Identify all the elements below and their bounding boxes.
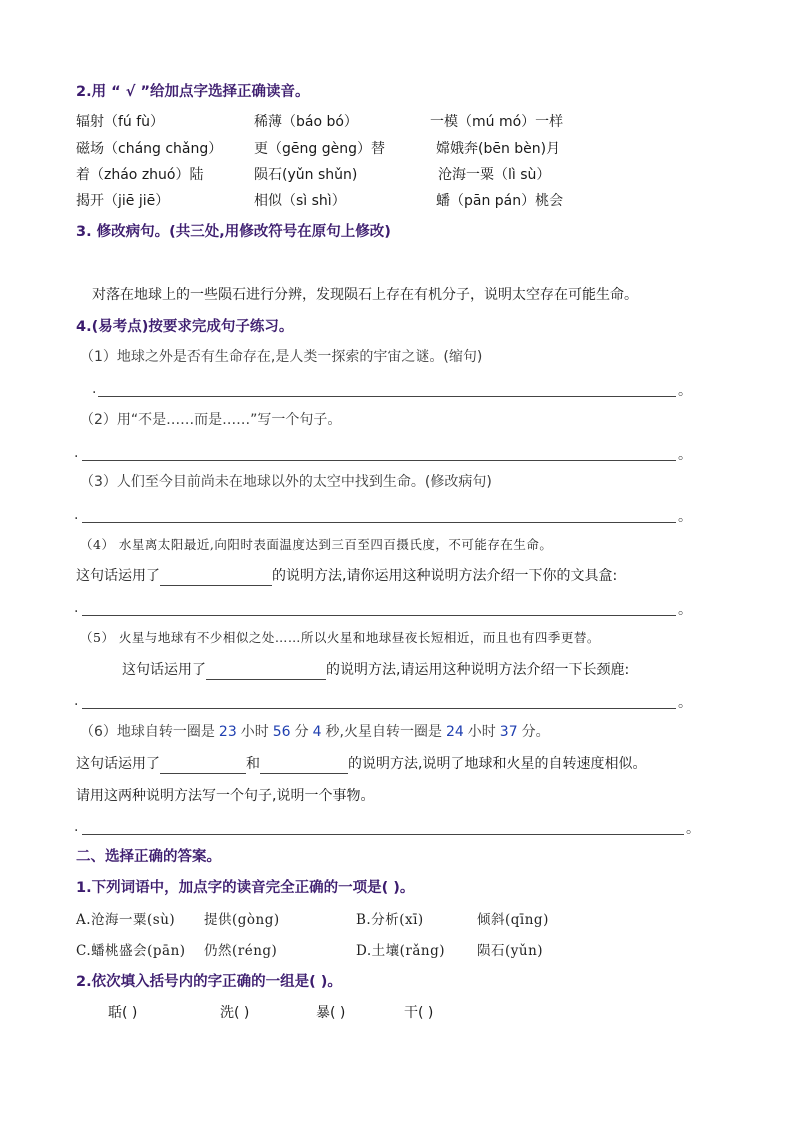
answer-line-1-end: 。 <box>678 383 692 399</box>
q2-row1-col2: 稀薄（báo bó） <box>254 114 358 130</box>
answer-line-5-end: 。 <box>678 695 692 711</box>
q4-item3: （3）人们至今目前尚未在地球以外的太空中找到生命。(修改病句) <box>80 474 492 490</box>
answer-line-4-dot: . <box>74 600 79 616</box>
q4-item5-question-b: 的说明方法,请运用这种说明方法介绍一下长颈鹿: <box>326 662 630 678</box>
fill-char-4[interactable]: 干( ) <box>404 1005 434 1021</box>
q4-item6-seconds-earth: 4 <box>312 724 322 740</box>
q4-item6-question-c: 的说明方法,说明了地球和火星的自转速度相似。 <box>348 756 647 772</box>
part2-q2-stem: 2.依次填入括号内的字正确的一组是( )。 <box>76 974 342 990</box>
answer-line-3-dot: . <box>74 507 79 523</box>
part2-heading: 二、选择正确的答案。 <box>76 849 221 865</box>
q4-item6-question2: 请用这两种说明方法写一个句子,说明一个事物。 <box>76 788 375 804</box>
q2-row2-col3: 嫦娥奔(bēn bèn)月 <box>436 141 561 157</box>
q2-row4-col2: 相似（sì shì） <box>254 193 346 209</box>
q2-row1-col3: 一模（mú mó）一样 <box>430 114 564 130</box>
method-blank-6a[interactable] <box>160 757 246 774</box>
q2-row4-col1: 揭开（jiē jiē） <box>76 193 170 209</box>
q4-item2: （2）用“不是……而是……”写一个句子。 <box>80 412 342 428</box>
q4-item4-question-b: 的说明方法,请你运用这种说明方法介绍一下你的文具盒: <box>272 568 618 584</box>
q3-sentence: 对落在地球上的一些陨石进行分辨，发现陨石上存在有机分子，说明太空存在可能生命。 <box>92 287 638 303</box>
answer-line-2[interactable] <box>82 460 676 461</box>
q4-item5: （5） 火星与地球有不少相似之处……所以火星和地球昼夜长短相近，而且也有四季更替。 <box>80 630 600 645</box>
q4-item6-d: 秒,火星自转一圈是 <box>325 724 442 740</box>
q2-row3-col2: 陨石(yǔn shǔn) <box>254 167 358 183</box>
q4-item4-question-a: 这句话运用了 <box>76 568 160 584</box>
q4-item6-minutes-earth: 56 <box>272 724 291 740</box>
q4-item6-a: （6）地球自转一圈是 <box>80 724 215 740</box>
answer-line-4-end: 。 <box>678 602 692 618</box>
answer-line-2-dot: . <box>74 445 79 461</box>
answer-line-5-dot: . <box>74 693 79 709</box>
q4-heading: 4.(易考点)按要求完成句子练习。 <box>76 319 294 335</box>
q4-item6-minutes-mars: 37 <box>499 724 518 740</box>
q4-item6 <box>80 722 550 742</box>
q4-item6-e: 小时 <box>467 724 496 740</box>
fill-char-1[interactable]: 聒( ) <box>108 1005 138 1021</box>
q4-item5-question-a: 这句话运用了 <box>122 662 206 678</box>
answer-line-3-end: 。 <box>678 509 692 525</box>
answer-line-5[interactable] <box>82 708 676 709</box>
q2-row1-col1: 辐射（fú fù） <box>76 114 165 130</box>
answer-line-1[interactable] <box>98 396 676 397</box>
q4-item5-question <box>122 660 629 680</box>
option-b-2: 倾斜(qīng) <box>477 912 549 928</box>
answer-line-3[interactable] <box>82 522 676 523</box>
method-blank-6b[interactable] <box>260 757 348 774</box>
part2-q1-stem: 1.下列词语中，加点字的读音完全正确的一项是( )。 <box>76 880 415 896</box>
q4-item6-question <box>76 754 646 774</box>
answer-line-6-dot: . <box>74 819 79 835</box>
option-c-1[interactable]: C.蟠桃盛会(pān) <box>76 943 186 959</box>
option-d-1[interactable]: D.土壤(rǎng) <box>356 943 446 959</box>
q4-item6-question-a: 这句话运用了 <box>76 756 160 772</box>
method-blank-5[interactable] <box>206 663 326 680</box>
option-b-1[interactable]: B.分析(xī) <box>356 912 424 928</box>
q4-item6-hours-mars: 24 <box>445 724 464 740</box>
q4-item6-question-b: 和 <box>246 756 260 772</box>
q4-item6-b: 小时 <box>240 724 269 740</box>
answer-line-6[interactable] <box>82 834 684 835</box>
q4-item6-hours-earth: 23 <box>218 724 237 740</box>
q2-row4-col3: 蟠（pān pán）桃会 <box>436 193 564 209</box>
q2-row2-col2: 更（gēng gèng）替 <box>254 141 385 157</box>
q2-row3-col1: 着（zháo zhuó）陆 <box>76 167 204 183</box>
option-d-2: 陨石(yǔn) <box>477 943 544 959</box>
q3-heading: 3. 修改病句。(共三处,用修改符号在原句上修改) <box>76 224 391 240</box>
option-a-1[interactable]: A.沧海一粟(sù) <box>76 912 176 928</box>
q4-item6-f: 分。 <box>521 724 550 740</box>
answer-line-6-end: 。 <box>686 821 700 837</box>
fill-char-3[interactable]: 暴( ) <box>316 1005 346 1021</box>
option-c-2: 仍然(réng) <box>204 943 278 959</box>
option-a-2: 提供(gòng) <box>204 912 280 928</box>
q2-heading: 2.用 “ √ ”给加点字选择正确读音。 <box>76 84 310 100</box>
q2-row3-col3: 沧海一粟（lì sù） <box>438 167 551 183</box>
answer-line-2-end: 。 <box>678 447 692 463</box>
answer-line-1-dot: . <box>92 381 97 397</box>
q4-item4: （4） 水星离太阳最近,向阳时表面温度达到三百至四百摄氏度，不可能存在生命。 <box>80 537 553 552</box>
q4-item1: （1）地球之外是否有生命存在,是人类一探索的宇宙之谜。(缩句) <box>80 349 483 365</box>
fill-char-2[interactable]: 洗( ) <box>220 1005 250 1021</box>
q4-item4-question <box>76 566 617 586</box>
method-blank-4[interactable] <box>160 569 272 586</box>
q4-item6-c: 分 <box>294 724 309 740</box>
answer-line-4[interactable] <box>82 615 676 616</box>
q2-row2-col1: 磁场（cháng chǎng） <box>76 141 223 157</box>
